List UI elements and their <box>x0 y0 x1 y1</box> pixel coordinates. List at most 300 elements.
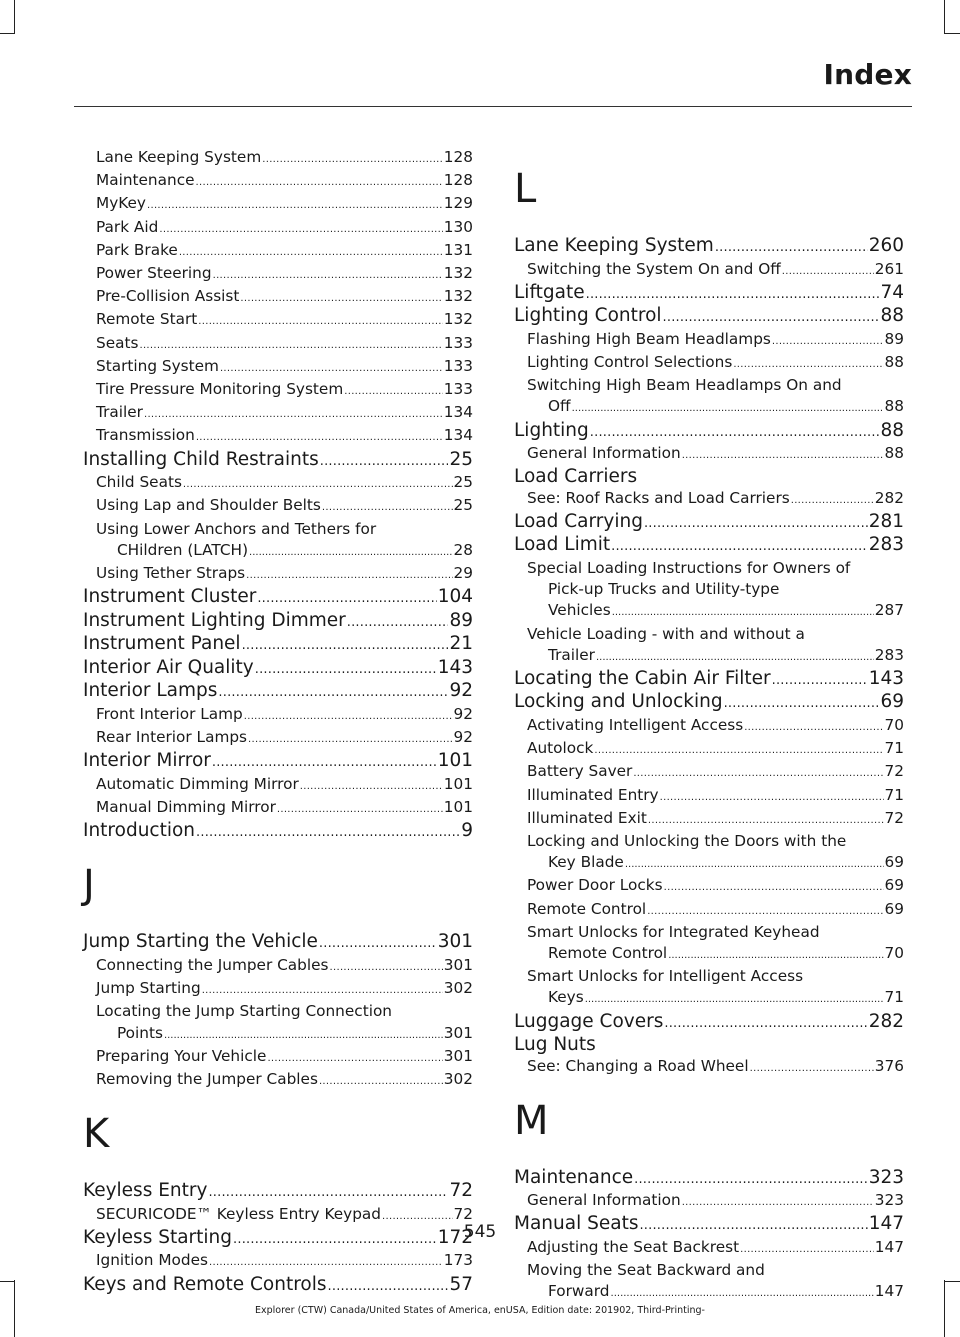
entry-label: Illuminated Entry <box>527 785 659 804</box>
index-subentry-wrapped[interactable] <box>83 1001 473 1045</box>
entry-label: Child Seats <box>96 473 182 492</box>
index-subentry[interactable] <box>83 402 473 425</box>
dot-leader <box>648 808 884 831</box>
index-entry[interactable] <box>514 1011 904 1035</box>
dot-leader <box>715 235 868 259</box>
dot-leader <box>585 989 884 1010</box>
entry-label-line: Special Loading Instructions for Owners of <box>527 558 851 577</box>
entry-page: 88 <box>880 419 904 441</box>
entry-label-line: Smart Unlocks for Intelligent Access <box>527 967 804 986</box>
entry-page: 25 <box>453 473 473 492</box>
title-rule <box>74 106 912 107</box>
entry-page: 92 <box>449 680 473 702</box>
entry-page: 133 <box>443 356 473 375</box>
entry-label: Autolock <box>527 739 594 758</box>
entry-page: 301 <box>443 1046 473 1065</box>
entry-page: 376 <box>874 1056 904 1075</box>
entry-label: Points <box>117 1023 163 1042</box>
entry-label: Lighting Control Selections <box>527 352 733 371</box>
entry-page: 287 <box>874 601 904 620</box>
entry-label: General Information <box>527 444 681 463</box>
index-subentry[interactable] <box>83 704 473 727</box>
dot-leader <box>782 259 874 282</box>
entry-page: 25 <box>449 448 473 470</box>
dot-leader <box>733 352 883 375</box>
dot-leader <box>572 398 884 419</box>
dot-leader <box>164 1025 443 1046</box>
entry-label-last-line <box>527 987 904 1010</box>
index-entry[interactable] <box>83 633 473 657</box>
entry-label: Transmission <box>96 426 195 445</box>
entry-label: Front Interior Lamp <box>96 704 243 723</box>
entry-label: Power Steering <box>96 264 212 283</box>
index-entry[interactable] <box>514 305 904 329</box>
entry-page: 88 <box>884 444 904 463</box>
dot-leader <box>218 680 448 704</box>
entry-page: 302 <box>443 979 473 998</box>
entry-label: Maintenance <box>514 1166 634 1188</box>
entry-page: 131 <box>443 240 473 259</box>
entry-page: 88 <box>884 397 904 416</box>
entry-page: 72 <box>884 808 904 827</box>
index-entry[interactable] <box>83 1180 473 1204</box>
index-entry[interactable] <box>514 691 904 715</box>
index-subentry[interactable] <box>83 170 473 193</box>
entry-page: 92 <box>453 727 473 746</box>
entry-page: 173 <box>443 1251 473 1270</box>
index-entry[interactable] <box>83 610 473 634</box>
dot-leader <box>196 170 443 193</box>
index-entry[interactable] <box>514 511 904 535</box>
entry-label-last-line <box>96 1023 473 1046</box>
entry-label: Locking and Unlocking <box>514 691 723 713</box>
entry-page: 101 <box>443 797 473 816</box>
entry-page: 133 <box>443 380 473 399</box>
entry-page: 104 <box>437 586 473 608</box>
entry-page: 69 <box>884 853 904 872</box>
entry-page: 71 <box>884 739 904 758</box>
entry-page: 88 <box>884 352 904 371</box>
entry-page: 9 <box>461 819 473 841</box>
crop-mark-bottom-left-h <box>0 1281 14 1282</box>
dot-leader <box>344 379 443 402</box>
index-subentry[interactable] <box>83 425 473 448</box>
entry-label: Park Brake <box>96 240 178 259</box>
dot-leader <box>644 511 868 535</box>
entry-label: Manual Seats <box>514 1213 639 1235</box>
entry-page: 143 <box>868 667 904 689</box>
entry-label: Activating Intelligent Access <box>527 715 744 734</box>
entry-label: Jump Starting the Vehicle <box>83 931 318 953</box>
index-entry[interactable] <box>83 449 473 473</box>
entry-label: Lane Keeping System <box>96 148 262 166</box>
dot-leader <box>212 750 437 774</box>
index-subentry[interactable] <box>83 379 473 402</box>
crop-mark-top-right <box>944 0 945 34</box>
index-subentry[interactable] <box>83 797 473 820</box>
dot-leader <box>647 899 883 922</box>
page-number: 545 <box>463 1222 497 1242</box>
dot-leader <box>668 945 883 966</box>
dot-leader <box>772 329 884 352</box>
footer-text: Explorer (CTW) Canada/United States of America, enUSA, Edition date: 201902, Third-Printing- <box>255 1305 705 1316</box>
entry-page: 172 <box>437 1226 473 1248</box>
entry-label: Keys <box>548 988 584 1007</box>
index-subentry[interactable] <box>83 147 473 170</box>
entry-label-last-line <box>527 1281 904 1304</box>
page-title: Index <box>823 58 912 91</box>
entry-label: Remote Start <box>96 310 198 329</box>
entry-label: Liftgate <box>514 281 585 303</box>
entry-label: Lane Keeping System <box>514 235 714 256</box>
dot-leader <box>347 610 449 634</box>
entry-label: Automatic Dimming Mirror <box>96 774 299 793</box>
index-subentry[interactable] <box>83 1069 473 1092</box>
entry-label: Connecting the Jumper Cables <box>96 955 329 974</box>
dot-leader <box>196 425 443 448</box>
index-entry[interactable] <box>83 680 473 704</box>
entry-page: 283 <box>868 534 904 556</box>
dot-leader <box>634 1167 868 1191</box>
entry-page: 128 <box>443 148 473 166</box>
entry-page: 129 <box>443 194 473 213</box>
entry-label: Switching the System On and Off <box>527 259 781 278</box>
entry-page: 101 <box>437 750 473 772</box>
index-subentry[interactable] <box>83 333 473 356</box>
dot-leader <box>590 420 880 444</box>
dot-leader <box>663 305 880 329</box>
dot-leader <box>240 286 442 309</box>
dot-leader <box>179 240 443 263</box>
entry-label: Interior Lamps <box>83 680 218 702</box>
entry-label: Trailer <box>96 403 143 422</box>
entry-page: 283 <box>874 645 904 664</box>
index-entry[interactable] <box>514 1167 904 1191</box>
entry-page: 70 <box>884 943 904 962</box>
index-subentry[interactable] <box>514 329 904 352</box>
entry-label: Instrument Cluster <box>83 586 257 608</box>
entry-page: 28 <box>453 540 473 559</box>
index-entry[interactable] <box>83 586 473 610</box>
entry-label: Lighting <box>514 419 589 441</box>
entry-label-last-line <box>527 600 904 623</box>
entry-label: Key Blade <box>548 853 624 872</box>
entry-label: CHildren (LATCH) <box>117 540 249 559</box>
entry-label: See: Changing a Road Wheel <box>527 1056 749 1075</box>
entry-page: 301 <box>443 955 473 974</box>
dot-leader <box>255 657 437 681</box>
index-entry[interactable] <box>83 820 473 844</box>
index-subentry[interactable] <box>83 263 473 286</box>
dot-leader <box>611 1283 874 1304</box>
entry-label-line: Smart Unlocks for Integrated Keyhead <box>527 922 820 941</box>
entry-label-line: Pick-up Trucks and Utility-type <box>548 580 780 599</box>
entry-label: Introduction <box>83 819 196 841</box>
section-letter: L <box>514 166 537 212</box>
entry-page: 134 <box>443 403 473 422</box>
entry-page: 69 <box>880 691 904 713</box>
index-subentry[interactable] <box>83 774 473 797</box>
entry-label: Installing Child Restraints <box>83 448 319 470</box>
entry-page: 282 <box>868 1010 904 1032</box>
entry-label: Interior Air Quality <box>83 656 254 678</box>
dot-leader <box>267 1046 442 1069</box>
dot-leader <box>244 704 453 727</box>
index-subentry[interactable] <box>83 356 473 379</box>
entry-label-line: Using Lower Anchors and Tethers for <box>96 519 377 538</box>
entry-label: Using Tether Straps <box>96 563 246 582</box>
dot-leader <box>248 727 453 750</box>
dot-leader <box>220 356 443 379</box>
entry-label-last-line <box>527 852 904 875</box>
entry-page: 323 <box>868 1166 904 1188</box>
dot-leader <box>724 691 880 715</box>
entry-page: 132 <box>443 264 473 283</box>
entry-page: 71 <box>884 785 904 804</box>
dot-leader <box>209 1250 443 1273</box>
index-subentry[interactable] <box>83 978 473 1001</box>
dot-leader <box>664 1011 867 1035</box>
entry-label-last-line <box>96 540 473 563</box>
entry-label: Rear Interior Lamps <box>96 727 248 746</box>
entry-page: 281 <box>868 510 904 532</box>
section-letter: M <box>514 1097 549 1144</box>
dot-leader <box>612 602 874 623</box>
index-entry-heading: Load Carriers <box>514 466 638 488</box>
entry-label: Ignition Modes <box>96 1251 208 1270</box>
dot-leader <box>682 443 884 466</box>
index-subentry[interactable] <box>83 472 473 495</box>
entry-label: Load Carrying <box>514 510 643 532</box>
index-subentry[interactable] <box>514 1056 904 1079</box>
entry-label: Remote Control <box>527 899 647 918</box>
entry-page: 301 <box>437 931 473 953</box>
entry-page: 260 <box>868 235 904 256</box>
index-entry[interactable] <box>514 668 904 692</box>
entry-label-last-line <box>527 943 904 966</box>
index-column-right <box>514 147 904 1305</box>
entry-label-line: Locating the Jump Starting Connection <box>96 1002 392 1021</box>
entry-label: MyKey <box>96 194 146 213</box>
entry-label: Manual Dimming Mirror <box>96 797 276 816</box>
index-subentry[interactable] <box>83 286 473 309</box>
index-subentry-wrapped[interactable] <box>514 966 904 1010</box>
index-subentry-wrapped[interactable] <box>514 831 904 875</box>
index-subentry-wrapped[interactable] <box>514 1260 904 1304</box>
dot-leader <box>147 193 443 216</box>
index-entry[interactable] <box>83 657 473 681</box>
entry-label: Keyless Starting <box>83 1226 233 1248</box>
entry-page: 71 <box>884 988 904 1007</box>
index-entry[interactable] <box>83 750 473 774</box>
index-subentry-wrapped[interactable] <box>514 624 904 668</box>
entry-page: 301 <box>443 1023 473 1042</box>
dot-leader <box>772 668 868 692</box>
dot-leader <box>196 820 460 844</box>
entry-page: 134 <box>443 426 473 445</box>
dot-leader <box>277 797 443 820</box>
index-subentry[interactable] <box>514 785 904 808</box>
entry-label: Jump Starting <box>96 979 201 998</box>
entry-label: General Information <box>527 1191 681 1210</box>
entry-page: 70 <box>884 715 904 734</box>
entry-page: 323 <box>874 1191 904 1210</box>
entry-page: 72 <box>449 1180 473 1202</box>
index-subentry[interactable] <box>83 217 473 240</box>
dot-leader <box>262 147 443 170</box>
entry-label-last-line <box>527 396 904 419</box>
dot-leader <box>202 978 443 1001</box>
index-entry[interactable] <box>514 534 904 558</box>
entry-label: Locating the Cabin Air Filter <box>514 667 771 689</box>
index-subentry-wrapped[interactable] <box>514 922 904 966</box>
entry-label-line: Locking and Unlocking the Doors with the <box>527 831 847 850</box>
dot-leader <box>682 1190 874 1213</box>
index-subentry-wrapped[interactable] <box>83 519 473 563</box>
dot-leader <box>744 715 883 738</box>
index-subentry[interactable] <box>514 875 904 898</box>
entry-label: Battery Saver <box>527 762 633 781</box>
index-subentry[interactable] <box>514 715 904 738</box>
dot-leader <box>300 774 443 797</box>
index-column-left <box>83 147 473 1297</box>
entry-label-last-line <box>527 645 904 668</box>
index-subentry[interactable] <box>83 240 473 263</box>
entry-page: 72 <box>453 1204 473 1223</box>
entry-label: Interior Mirror <box>83 750 211 772</box>
dot-leader <box>594 738 883 761</box>
dot-leader <box>319 1069 443 1092</box>
index-subentry[interactable] <box>83 955 473 978</box>
entry-label: Instrument Lighting Dimmer <box>83 609 346 631</box>
entry-label: Flashing High Beam Headlamps <box>527 329 771 348</box>
entry-label: Pre-Collision Assist <box>96 287 240 306</box>
index-entry-heading: Lug Nuts <box>514 1034 596 1056</box>
dot-leader <box>198 309 443 332</box>
index-entry[interactable] <box>83 1274 473 1298</box>
index-subentry[interactable] <box>514 899 904 922</box>
entry-page: 69 <box>884 899 904 918</box>
index-entry[interactable] <box>514 420 904 444</box>
crop-mark-bottom-right-h <box>945 1281 960 1282</box>
entry-page: 143 <box>437 656 473 678</box>
dot-leader <box>144 402 443 425</box>
entry-label: Starting System <box>96 356 219 375</box>
dot-leader <box>586 282 880 306</box>
dot-leader <box>213 263 443 286</box>
entry-page: 282 <box>874 488 904 507</box>
entry-label: Keyless Entry <box>83 1180 208 1202</box>
index-subentry[interactable] <box>514 488 904 511</box>
dot-leader <box>242 633 449 657</box>
dot-leader <box>328 1274 449 1298</box>
entry-page: 130 <box>443 217 473 236</box>
entry-label: See: Roof Racks and Load Carriers <box>527 488 790 507</box>
dot-leader <box>330 955 443 978</box>
entry-page: 92 <box>453 704 473 723</box>
dot-leader <box>633 761 883 784</box>
index-subentry[interactable] <box>514 808 904 831</box>
entry-page: 147 <box>874 1237 904 1256</box>
index-subentry[interactable] <box>83 495 473 518</box>
index-entry[interactable] <box>514 235 904 259</box>
index-subentry-wrapped[interactable] <box>514 375 904 419</box>
entry-page: 147 <box>874 1282 904 1301</box>
index-subentry[interactable] <box>83 193 473 216</box>
dot-leader <box>183 472 453 495</box>
dot-leader <box>791 488 874 511</box>
dot-leader <box>159 217 442 240</box>
entry-page: 133 <box>443 333 473 352</box>
entry-page: 69 <box>884 876 904 895</box>
entry-label: Trailer <box>548 645 595 664</box>
dot-leader <box>664 875 884 898</box>
index-subentry[interactable] <box>514 259 904 282</box>
index-subentry[interactable] <box>83 563 473 586</box>
entry-label: Tire Pressure Monitoring System <box>96 380 344 399</box>
entry-label: Adjusting the Seat Backrest <box>527 1237 740 1256</box>
entry-label: Off <box>548 397 571 416</box>
entry-label: Forward <box>548 1282 610 1301</box>
index-subentry[interactable] <box>83 309 473 332</box>
dot-leader <box>611 534 868 558</box>
index-subentry[interactable] <box>514 738 904 761</box>
dot-leader <box>319 931 437 955</box>
index-subentry[interactable] <box>83 1250 473 1273</box>
dot-leader <box>139 333 442 356</box>
index-subentry[interactable] <box>514 1190 904 1213</box>
dot-leader <box>625 854 884 875</box>
crop-mark-top-left <box>14 0 15 34</box>
dot-leader <box>322 495 453 518</box>
entry-label: Remote Control <box>548 943 668 962</box>
entry-page: 25 <box>453 496 473 515</box>
entry-label-line: Vehicle Loading - with and without a <box>527 624 805 643</box>
entry-page: 74 <box>880 281 904 303</box>
index-subentry[interactable] <box>514 443 904 466</box>
index-subentry[interactable] <box>83 1046 473 1069</box>
entry-page: 147 <box>868 1213 904 1235</box>
section-letter: K <box>83 1111 110 1158</box>
index-subentry[interactable] <box>514 761 904 784</box>
entry-label: Removing the Jumper Cables <box>96 1069 318 1088</box>
entry-page: 89 <box>449 609 473 631</box>
section-letter: J <box>83 862 95 909</box>
entry-label-line: Switching High Beam Headlamps On and <box>527 376 842 395</box>
entry-label: Using Lap and Shoulder Belts <box>96 496 321 515</box>
entry-label: Keys and Remote Controls <box>83 1273 327 1295</box>
index-subentry[interactable] <box>83 727 473 750</box>
entry-label-line: Moving the Seat Backward and <box>527 1261 765 1280</box>
index-subentry-wrapped[interactable] <box>514 558 904 624</box>
index-entry[interactable] <box>83 931 473 955</box>
entry-page: 57 <box>449 1273 473 1295</box>
entry-page: 302 <box>443 1069 473 1088</box>
entry-label: Seats <box>96 333 139 352</box>
entry-page: 101 <box>443 774 473 793</box>
entry-label: Illuminated Exit <box>527 808 647 827</box>
dot-leader <box>257 586 436 610</box>
entry-label: Luggage Covers <box>514 1010 664 1032</box>
entry-page: 132 <box>443 287 473 306</box>
index-subentry[interactable] <box>514 352 904 375</box>
dot-leader <box>208 1180 448 1204</box>
entry-page: 21 <box>449 633 473 655</box>
entry-page: 128 <box>443 171 473 190</box>
entry-label: Power Door Locks <box>527 876 663 895</box>
index-entry[interactable] <box>514 282 904 306</box>
dot-leader <box>660 785 884 808</box>
